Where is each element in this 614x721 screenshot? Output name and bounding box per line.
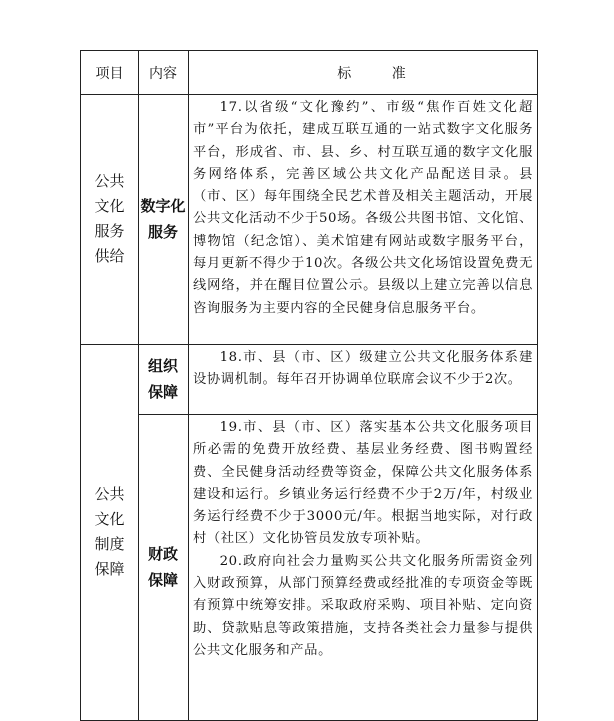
category-line: 文化: [94, 510, 125, 528]
standard-paragraph: 20.政府向社会力量购买公共文化服务所需资金列入财政预算，从部门预算经费或经批准的专项资金等既有预算中统筹安排。采取政府采购、项目补贴、定向资助、贷款贴息等政策措施，支持各类社会力量参与提供公共文化服务和产品。: [193, 553, 533, 658]
content-cell: [138, 414, 188, 720]
category-cell: [81, 94, 138, 344]
category-line: 供给: [94, 247, 125, 265]
content-line: 组织: [147, 357, 178, 375]
content-line: 保障: [147, 571, 178, 589]
content-line: 服务: [147, 223, 178, 241]
category-line: 服务: [94, 222, 125, 240]
header-content: 内容: [149, 65, 177, 82]
standard-paragraph: 19.市、县（市、区）落实基本公共文化服务项目所必需的免费开放经费、基层业务经费、图书购置经费、全民健身活动经费等资金，保障公共文化服务体系建设和运行。乡镇业务运行经费不少于2万/年，村级业务运行经费不少于3000元/年。根据当地实际，对行政村（社区）文化协管员发放专项补贴。: [193, 420, 533, 547]
standard-text: [193, 347, 533, 392]
standard-paragraph: 18.市、县（市、区）级建立公共文化服务体系建设协调机制。每年召开协调单位联席会议不少于2次。: [193, 350, 533, 388]
content-line: 财政: [147, 545, 178, 563]
category-line: 保障: [94, 560, 125, 578]
row-divider: [138, 414, 537, 415]
col-divider-2: [188, 51, 189, 720]
content-cell: [138, 344, 188, 414]
category-line: 制度: [94, 535, 125, 553]
content-line: 保障: [147, 383, 178, 401]
standard-text: [193, 417, 533, 662]
standards-table: [80, 50, 538, 721]
header-item: 项目: [95, 65, 124, 82]
content-cell: [138, 94, 188, 344]
content-line: 数字化: [140, 197, 186, 215]
header-standard: 标 准: [337, 65, 424, 82]
category-cell: [81, 344, 138, 720]
standard-paragraph: 17.以省级“文化豫约”、市级“焦作百姓文化超市”平台为依托，建成互联互通的一站式数字文化服务平台，形成省、市、县、乡、村互联互通的数字文化服务网络体系，完善区域公共文化产品配送目录。县（市、区）每年围绕全民艺术普及相关主题活动，开展公共文化活动不少于50场。各级公共图书馆、文化馆、博物馆（纪念馆）、美术馆建有网站或数字服务平台，每月更新不得少于10次。各级公共文化场馆设置免费无线网络，并在醒目位置公示。县级以上建立完善以信息咨询服务为主要内容的全民健身信息服务平台。: [193, 100, 533, 316]
category-line: 文化: [94, 197, 125, 215]
category-line: 公共: [94, 485, 125, 503]
standard-text: [193, 97, 533, 320]
category-line: 公共: [94, 172, 125, 190]
